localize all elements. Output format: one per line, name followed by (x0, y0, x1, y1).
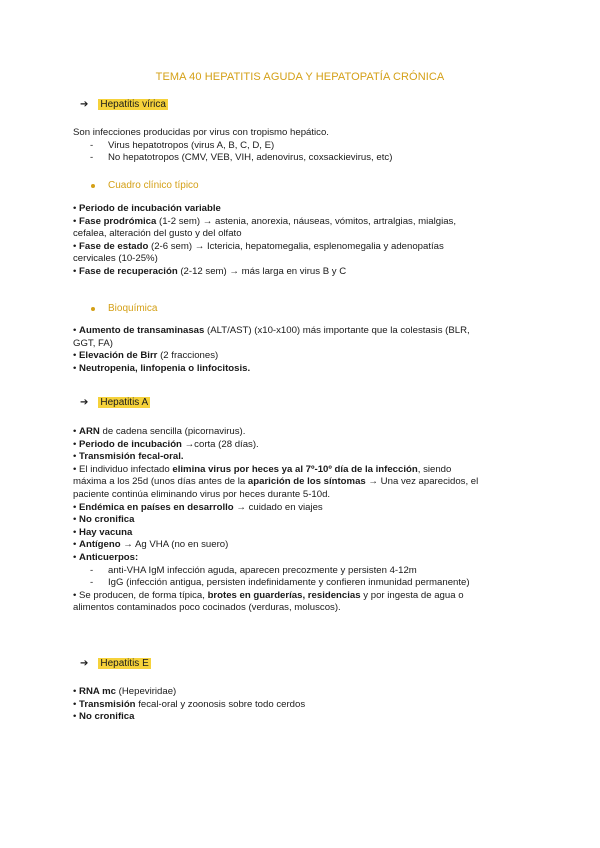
heading-label: Hepatitis E (100, 658, 149, 669)
hepe-line: • RNA mc (Hepeviridae) (73, 686, 177, 697)
bullet-dot-icon (91, 307, 95, 311)
arrow-right-icon: ➔ (80, 397, 89, 408)
hepa-line: • Periodo de incubación →corta (28 días). (73, 438, 259, 450)
hepe-line: • No cronifica (73, 711, 135, 723)
page-title: TEMA 40 HEPATITIS AGUDA Y HEPATOPATÍA CRÓNICA (155, 71, 445, 83)
list-item: - IgG (infección antigua, persisten indefinidamente y confieren inmunidad permanente) (73, 577, 533, 590)
hepa-line: • Hay vacuna (73, 526, 133, 538)
hepa-line: • Se producen, de forma típica, brotes en guarderías, residencias y por ingesta de agua o (73, 589, 464, 601)
subheading-label: Bioquímica (108, 303, 158, 314)
list-item: - Virus hepatotropos (virus A, B, C, D, E) (73, 140, 533, 153)
hepa-line: • Anticuerpos: (73, 551, 139, 563)
hepa-line: máxima a los 25d (unos días antes de la aparición de los síntomas → Una vez aparecidos, el (73, 476, 479, 488)
antibody-list (73, 565, 533, 590)
clinical-line: • Fase de recuperación (2-12 sem) → más larga en virus B y C (73, 265, 347, 277)
clinical-line: cervicales (10-25%) (73, 253, 158, 265)
hepa-line: • Transmisión fecal-oral. (73, 451, 184, 463)
clinical-line: • Fase de estado (2-6 sem) → Ictericia, hepatomegalia, esplenomegalia y adenopatías (73, 240, 444, 252)
viral-intro-block (73, 127, 533, 165)
hepa-line: • Endémica en países en desarrollo → cuidado en viajes (73, 501, 323, 513)
viral-intro: Son infecciones producidas por virus con tropismo hepático. (73, 127, 329, 138)
biochem-line: GGT, FA) (73, 337, 113, 349)
clinical-block (73, 203, 533, 279)
hepa-line: • No cronifica (73, 514, 135, 526)
subheading-label: Cuadro clínico típico (108, 180, 199, 191)
heading-viral-hepatitis (80, 99, 168, 110)
arrow-right-icon: ➔ (80, 99, 89, 110)
hepe-line: • Transmisión fecal-oral y zoonosis sobre todo cerdos (73, 698, 306, 710)
heading-hepatitis-a (80, 397, 150, 408)
subheading-biochem (91, 303, 157, 314)
biochem-line: • Aumento de transaminasas (ALT/AST) (x10-x100) más importante que la colestasis (BLR, (73, 325, 470, 336)
biochem-block (73, 325, 533, 375)
hepa-line: • Antígeno → Ag VHA (no en suero) (73, 539, 229, 551)
biochem-line: • Neutropenia, linfopenia o linfocitosis. (73, 362, 251, 374)
hepa-line: • ARN de cadena sencilla (picornavirus). (73, 426, 246, 437)
hepa-line: paciente continúa eliminando virus por heces durante 5-10d. (73, 488, 331, 500)
arrow-right-icon: ➔ (80, 658, 89, 669)
list-item: - anti-VHA IgM infección aguda, aparecen precozmente y persisten 4-12m (73, 565, 533, 578)
viral-list (73, 140, 533, 165)
heading-label: Hepatitis vírica (100, 99, 166, 110)
subheading-clinical (91, 180, 199, 191)
clinical-line: • Periodo de incubación variable (73, 203, 221, 214)
hepa-line: • El individuo infectado elimina virus por heces ya al 7º-10º día de la infección, siendo (73, 463, 452, 475)
heading-hepatitis-e (80, 658, 151, 669)
clinical-line: • Fase prodrómica (1-2 sem) → astenia, anorexia, náuseas, vómitos, artralgias, mialgias, (73, 215, 457, 227)
hepatitis-a-block (73, 426, 533, 615)
clinical-line: cefalea, alteración del gusto y del olfato (73, 228, 242, 240)
list-item: - No hepatotropos (CMV, VEB, VIH, adenovirus, coxsackievirus, etc) (73, 152, 533, 165)
bullet-dot-icon (91, 184, 95, 188)
heading-label: Hepatitis A (100, 397, 149, 408)
hepatitis-e-block (73, 686, 533, 724)
biochem-line: • Elevación de Birr (2 fracciones) (73, 350, 219, 362)
hepa-line: alimentos contaminados poco cocinados (verduras, moluscos). (73, 602, 341, 614)
